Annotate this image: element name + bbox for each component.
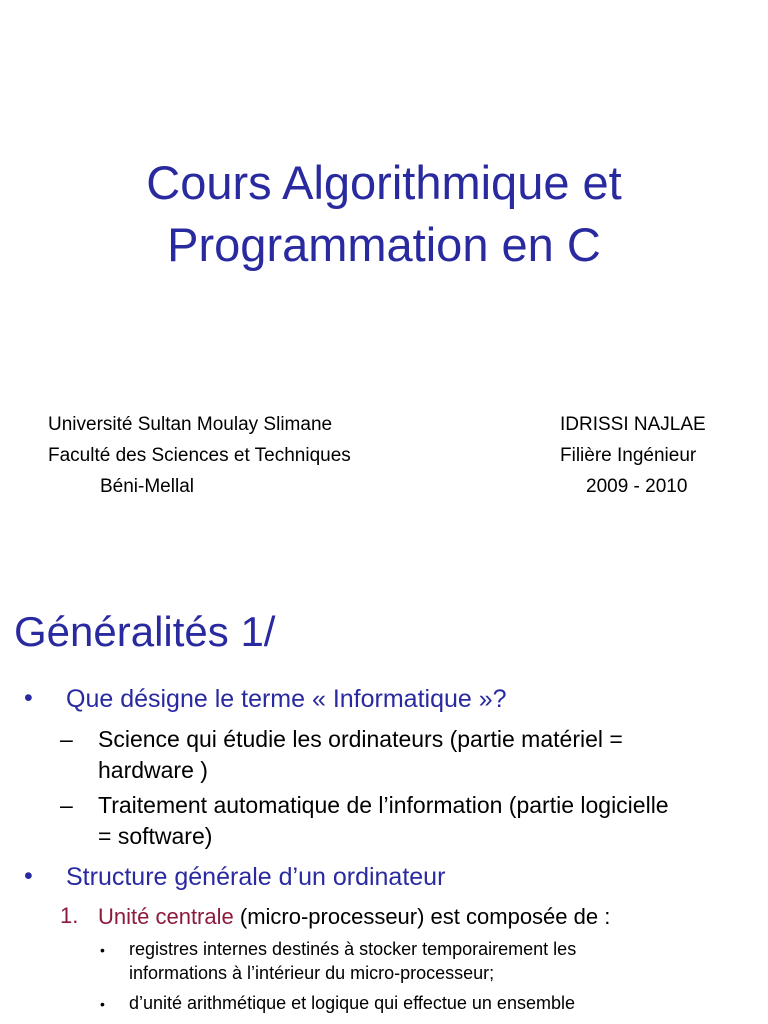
program-name: Filière Ingénieur [560,445,697,466]
bullet-marker: • [24,862,33,890]
registers-line-2: informations à l’intérieur du micro-processeur; [129,963,495,983]
sub-bullet-marker: • [100,996,105,1012]
definition-2-line-1: Traitement automatique de l’information (partie logicielle [98,792,669,818]
sub-bullet-marker: • [100,942,105,958]
definition-2-line-2: = software) [98,823,213,849]
question-item: Que désigne le terme « Informatique »? [66,685,507,713]
central-unit-rest: (micro-processeur) est composée de : [233,904,611,929]
academic-year: 2009 - 2010 [586,476,688,497]
registers-line-1: registres internes destinés à stocker temporairement les [129,939,577,959]
slide-title [0,152,768,276]
title-line-2: Programmation en C [167,218,601,271]
city-name: Béni-Mellal [100,476,194,497]
alu-line-1: d’unité arithmétique et logique qui effectue un ensemble [129,993,575,1013]
section-heading: Généralités 1/ [14,608,276,655]
dash-marker: – [60,792,73,818]
dash-marker: – [60,726,73,752]
list-number: 1. [60,903,79,928]
institution-info [48,409,351,502]
author-info [560,409,706,502]
central-unit-highlight: Unité centrale [98,904,234,929]
structure-item: Structure générale d’un ordinateur [66,863,446,891]
university-name: Université Sultan Moulay Slimane [48,414,333,435]
faculty-name: Faculté des Sciences et Techniques [48,445,351,466]
definition-1-line-2: hardware ) [98,757,208,783]
title-line-1: Cours Algorithmique et [146,156,622,209]
bullet-marker: • [24,684,33,712]
central-unit-item [98,903,610,931]
definition-1-line-1: Science qui étudie les ordinateurs (partie matériel = [98,726,623,752]
author-name: IDRISSI NAJLAE [560,414,706,435]
